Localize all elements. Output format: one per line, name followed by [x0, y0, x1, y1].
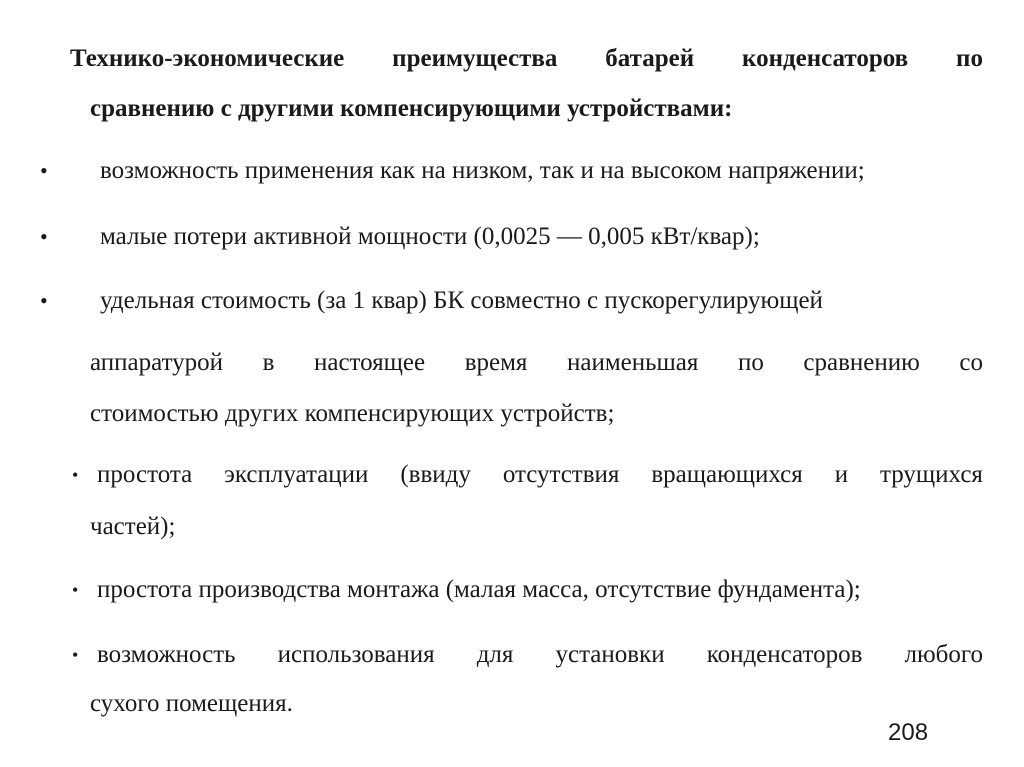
usage-word: использования — [277, 641, 435, 668]
list-item-losses: малые потери активной мощности (0,0025 — 0,005 кВт/квар); — [100, 223, 760, 250]
heading-word: преимущества — [392, 45, 558, 72]
usage-word: установки — [555, 641, 665, 668]
heading-word: по — [956, 45, 983, 72]
usage-word: конденсаторов — [706, 641, 863, 668]
bullet-icon: • — [40, 288, 48, 313]
list-item-usage-line-2: сухого помещения. — [90, 690, 293, 717]
operation-word: простота — [97, 461, 193, 488]
heading-line-2: сравнению с другими компенсирующими устройствами: — [90, 95, 733, 122]
heading-word: батарей — [605, 45, 695, 72]
heading-word: Технико-экономические — [70, 45, 345, 72]
bullet-icon: • — [40, 158, 48, 183]
cost-word: аппаратурой — [90, 349, 224, 376]
usage-word: любого — [904, 641, 983, 668]
operation-word: и — [834, 461, 849, 488]
cost-word: наименьшая — [566, 349, 699, 376]
cost-word: настоящее — [313, 349, 426, 376]
list-item-cost-line-3: стоимостью других компенсирующих устройств; — [90, 400, 615, 427]
list-item-operation-line-1 — [97, 460, 983, 490]
list-item-usage-line-1 — [97, 640, 983, 670]
usage-word: возможность — [97, 641, 236, 668]
page-number: 208 — [888, 719, 929, 746]
cost-word: по — [737, 349, 764, 376]
cost-word: сравнению — [803, 349, 920, 376]
operation-word: трущихся — [880, 461, 983, 488]
list-item-voltage: возможность применения как на низком, так и на высоком напряжении; — [100, 157, 865, 184]
operation-word: (ввиду — [400, 461, 471, 488]
bullet-icon: • — [72, 580, 79, 600]
bullet-icon: • — [40, 224, 48, 249]
list-item-mounting: простота производства монтажа (малая масса, отсутствие фундамента); — [97, 576, 861, 603]
usage-word: для — [476, 641, 514, 668]
cost-word: время — [464, 349, 528, 376]
list-item-cost-line-1: удельная стоимость (за 1 квар) БК совместно с пускорегулирующей — [100, 287, 823, 314]
bullet-icon: • — [72, 465, 79, 485]
operation-word: вращающихся — [651, 461, 803, 488]
cost-word: в — [262, 349, 275, 376]
bullet-icon: • — [72, 645, 79, 665]
list-item-operation-line-2: частей); — [90, 513, 176, 540]
heading-line-1 — [70, 44, 983, 74]
operation-word: эксплуатации — [224, 461, 369, 488]
operation-word: отсутствия — [502, 461, 620, 488]
heading-word: конденсаторов — [742, 45, 909, 72]
list-item-cost-line-2 — [90, 348, 983, 378]
cost-word: со — [959, 349, 983, 376]
